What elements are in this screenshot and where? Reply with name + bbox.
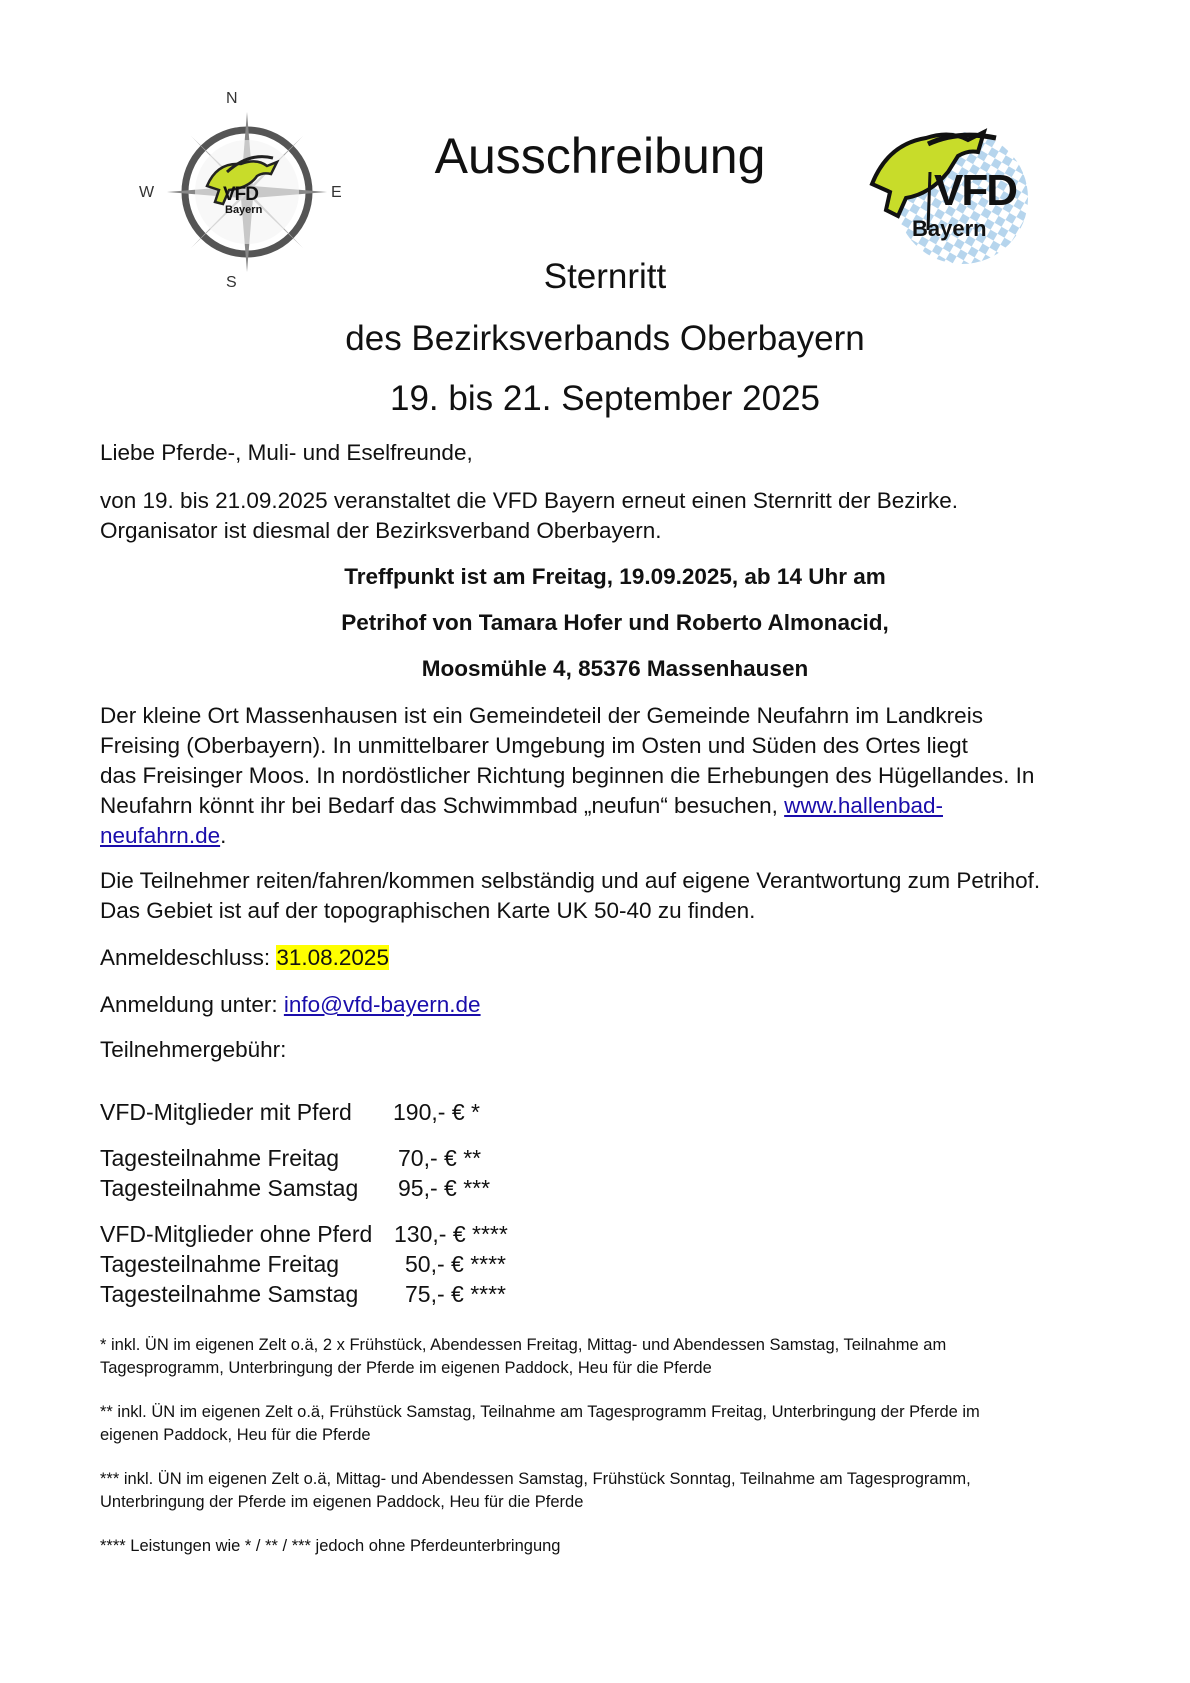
registration-deadline — [100, 943, 1130, 973]
footnote-line: Tagesprogramm, Unterbringung der Pferde im eigenen Paddock, Heu für die Pferde — [100, 1359, 712, 1377]
intro-line: von 19. bis 21.09.2025 veranstaltet die VFD Bayern erneut einen Sternritt der Bezirke. — [100, 488, 958, 513]
fee-amount: 50,- € **** — [405, 1251, 507, 1277]
vfd-bayern-logo — [868, 122, 1040, 274]
participants-paragraph — [100, 866, 1130, 926]
event-name: Sternritt — [543, 257, 667, 296]
participants-line: Die Teilnehmer reiten/fahren/kommen selbständig und auf eigene Verantwortung zum Petrihof. — [100, 868, 1041, 893]
fees-title: Teilnehmergebühr: — [100, 1037, 287, 1062]
description-paragraph — [100, 701, 1130, 851]
compass-east-label: E — [331, 184, 342, 201]
fee-amount: 130,- € **** — [394, 1221, 508, 1247]
fee-label: Tagesteilnahme Freitag — [100, 1251, 340, 1277]
intro-line: Organisator ist diesmal der Bezirksverband Oberbayern. — [100, 518, 662, 543]
footnote-line: * inkl. ÜN im eigenen Zelt o.ä, 2 x Frühstück, Abendessen Freitag, Mittag- und Abendessen Samstag, Teilnahme am — [100, 1336, 947, 1354]
footnote-line: *** inkl. ÜN im eigenen Zelt o.ä, Mittag- und Abendessen Samstag, Frühstück Sonntag, Teilnahme am Tagesprogramm, — [100, 1470, 971, 1488]
fee-amount: 75,- € **** — [405, 1281, 507, 1307]
fee-row — [100, 1279, 506, 1309]
description-line: Der kleine Ort Massenhausen ist ein Gemeindeteil der Gemeinde Neufahrn im Landkreis — [100, 703, 983, 728]
description-line-text: Neufahrn könnt ihr bei Bedarf das Schwimmbad „neufun“ besuchen, — [100, 793, 785, 818]
footnote-1 — [100, 1334, 1100, 1380]
hallenbad-link[interactable]: www.hallenbad- — [784, 793, 943, 818]
compass-north-label: N — [226, 90, 238, 107]
registration-label: Anmeldung unter: — [100, 992, 284, 1017]
vfd-logo-text: VFD — [934, 166, 1016, 215]
deadline-date: 31.08.2025 — [276, 945, 389, 970]
intro-paragraph — [100, 486, 1130, 546]
fee-label: Tagesteilnahme Samstag — [100, 1281, 359, 1307]
organizer-name: des Bezirksverbands Oberbayern — [345, 319, 865, 358]
description-line: das Freisinger Moos. In nordöstlicher Richtung beginnen die Erhebungen des Hügellandes. In — [100, 763, 1035, 788]
fee-amount: 190,- € * — [393, 1099, 480, 1125]
compass-vfd-text: VFD — [223, 184, 258, 205]
fee-label: VFD-Mitglieder mit Pferd — [100, 1099, 352, 1125]
deadline-label: Anmeldeschluss: — [100, 945, 277, 970]
description-period: . — [220, 823, 227, 848]
participants-line: Das Gebiet ist auf der topographischen Karte UK 50-40 zu finden. — [100, 898, 756, 923]
footnote-4: **** Leistungen wie * / ** / *** jedoch ohne Pferdeunterbringung — [100, 1537, 561, 1555]
hallenbad-link-continued[interactable]: neufahrn.de — [100, 823, 221, 848]
registration-contact — [100, 990, 1130, 1020]
fee-row — [100, 1143, 481, 1173]
fee-label: Tagesteilnahme Samstag — [100, 1175, 359, 1201]
fee-label: Tagesteilnahme Freitag — [100, 1145, 340, 1171]
meeting-line: Treffpunkt ist am Freitag, 19.09.2025, ab 14 Uhr am — [344, 564, 886, 589]
fee-row — [100, 1173, 490, 1203]
footnote-line: eigenen Paddock, Heu für die Pferde — [100, 1426, 371, 1444]
footnote-3 — [100, 1468, 1100, 1514]
compass-south-label: S — [226, 274, 237, 291]
description-line: Freising (Oberbayern). In unmittelbarer Umgebung im Osten und Süden des Ortes liegt — [100, 733, 968, 758]
meeting-address: Moosmühle 4, 85376 Massenhausen — [421, 656, 809, 681]
registration-email-link[interactable]: info@vfd-bayern.de — [283, 992, 481, 1017]
fee-amount: 95,- € *** — [398, 1175, 491, 1201]
fee-row — [100, 1097, 480, 1127]
page-title: Ausschreibung — [434, 128, 766, 184]
compass-west-label: W — [139, 184, 155, 201]
compass-bayern-text: Bayern — [225, 204, 263, 216]
fee-row — [100, 1249, 506, 1279]
meeting-location: Petrihof von Tamara Hofer und Roberto Almonacid, — [341, 610, 889, 635]
bayern-logo-text: Bayern — [912, 216, 987, 241]
fee-amount: 70,- € ** — [398, 1145, 482, 1171]
description-line — [100, 791, 1130, 821]
description-line — [100, 821, 1130, 851]
footnote-line: Unterbringung der Pferde im eigenen Paddock, Heu für die Pferde — [100, 1493, 584, 1511]
fee-row — [100, 1219, 508, 1249]
footnote-2 — [100, 1401, 1100, 1447]
event-dates: 19. bis 21. September 2025 — [389, 379, 820, 418]
fee-label: VFD-Mitglieder ohne Pferd — [100, 1221, 373, 1247]
greeting: Liebe Pferde-, Muli- und Eselfreunde, — [100, 440, 473, 465]
footnote-line: ** inkl. ÜN im eigenen Zelt o.ä, Frühstück Samstag, Teilnahme am Tagesprogramm Freitag, Unterbringung der Pferde im — [100, 1403, 980, 1421]
